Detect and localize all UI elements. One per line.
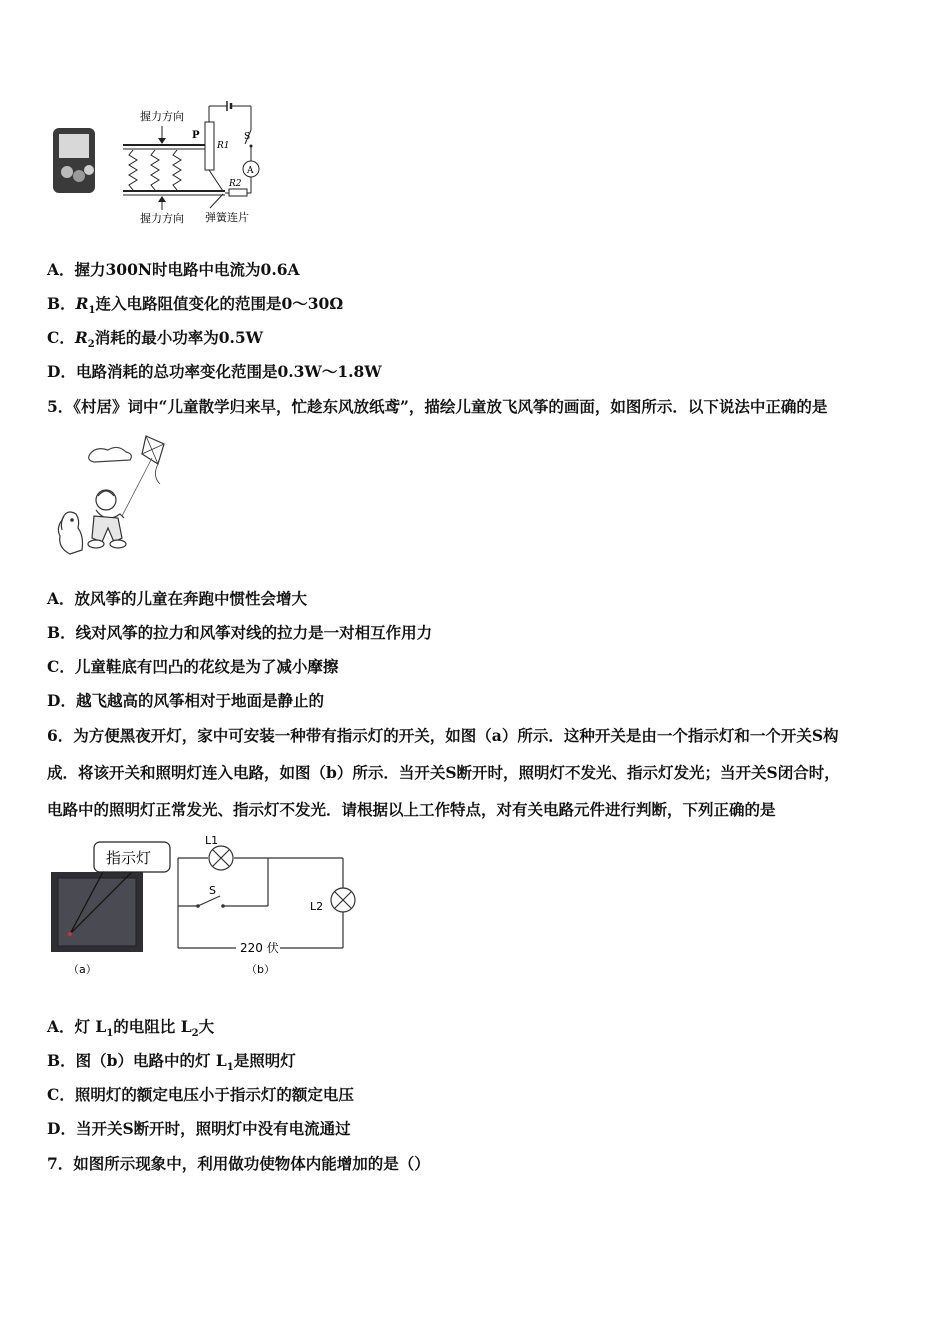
- l1-label: L1: [205, 836, 219, 847]
- q5-option-c: C．儿童鞋底有凹凸的花纹是为了减小摩擦: [47, 657, 339, 676]
- r1-label: R1: [217, 141, 230, 151]
- q4-option-c: C．$R_2$消耗的最小功率为0.5W: [47, 328, 264, 351]
- caption-b: （b）: [246, 963, 275, 976]
- grip-direction-top-label: 握力方向: [140, 110, 184, 123]
- q5-stem: 5．《村居》词中“儿童散学归来早，忙趁东风放纸鸢”，描绘儿童放飞风筝的画面，如图所示．以下说法中正确的是: [47, 397, 828, 416]
- kite-icon: [142, 436, 164, 464]
- q5-option-a: A．放风筝的儿童在奔跑中惯性会增大: [47, 589, 308, 608]
- indicator-label: 指示灯: [106, 849, 152, 867]
- caption-a: （a）: [68, 963, 97, 976]
- lamp-l1-icon: [209, 846, 233, 870]
- q6-option-c: C．照明灯的额定电压小于指示灯的额定电压: [47, 1085, 354, 1104]
- q5-option-d: D．越飞越高的风筝相对于地面是静止的: [47, 691, 324, 710]
- q4-option-d: D．电路消耗的总功率变化范围是0.3W～1.8W: [47, 362, 382, 381]
- q6-stem-line1: 6．为方便黑夜开灯，家中可安装一种带有指示灯的开关，如图（a）所示．这种开关是由一个指示灯和一个开关S构: [47, 726, 839, 745]
- voltage-label: 220 伏: [240, 941, 279, 955]
- q6-stem-line2: 成．将该开关和照明灯连入电路，如图（b）所示．当开关S断开时，照明灯不发光、指示灯发光；当开关S闭合时，: [47, 763, 840, 782]
- s-label: S: [244, 132, 251, 142]
- r2-resistor-icon: [229, 189, 247, 196]
- l2-label: L2: [310, 900, 324, 913]
- dog-drawing: [58, 512, 82, 554]
- q6-stem-line3: 电路中的照明灯正常发光、指示灯不发光．请根据以上工作特点，对有关电路元件进行判断，下列正确的是: [47, 800, 776, 819]
- switch-circuit-figure: [48, 836, 368, 981]
- grip-dynamometer-figure: [45, 98, 265, 233]
- lamp-l2-icon: [331, 888, 355, 912]
- hand-grip-drawing: [53, 128, 95, 193]
- grip-direction-bottom-label: 握力方向: [140, 212, 184, 225]
- p-label: P: [192, 130, 200, 141]
- ammeter-label: A: [247, 166, 254, 176]
- q6-option-a: A．灯 $L_1$的电阻比 $L_2$大: [47, 1017, 215, 1040]
- q6-option-b: B．图（b）电路中的灯 $L_1$是照明灯: [47, 1051, 296, 1074]
- indicator-light-icon: [68, 932, 72, 936]
- q4-option-b: B．$R_1$连入电路阻值变化的范围是0～30Ω: [47, 294, 344, 317]
- q4-option-a: A．握力300N时电路中电流为0.6A: [47, 260, 300, 279]
- r2-label: R2: [229, 179, 242, 189]
- spring-icon: [129, 150, 181, 190]
- cloud-icon: [89, 447, 132, 462]
- spring-strip-label: 弹簧连片: [205, 211, 249, 224]
- kite-boy-figure: [48, 432, 173, 562]
- q7-stem: 7．如图所示现象中，利用做功使物体内能增加的是（）: [47, 1154, 430, 1173]
- boy-drawing: [88, 490, 126, 548]
- s-switch-label: S: [209, 884, 216, 897]
- q6-option-d: D．当开关S断开时，照明灯中没有电流通过: [47, 1119, 351, 1138]
- q5-option-b: B．线对风筝的拉力和风筝对线的拉力是一对相互作用力: [47, 623, 433, 642]
